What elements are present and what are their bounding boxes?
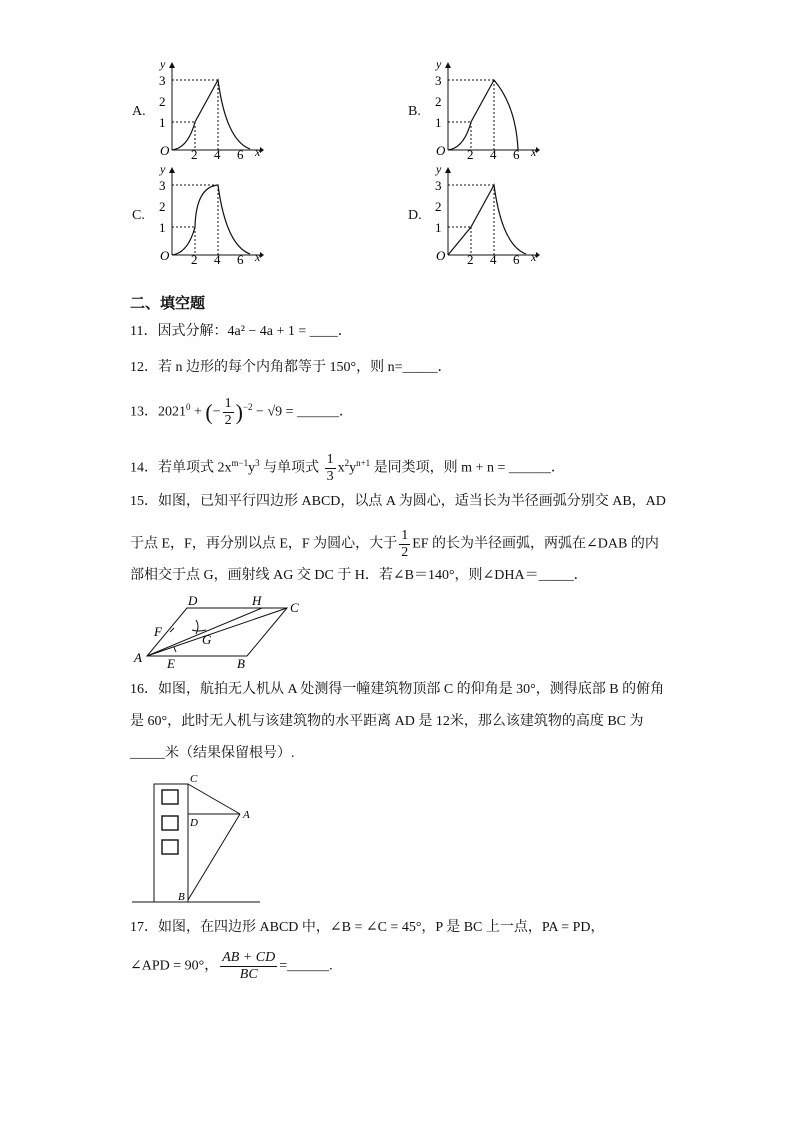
question-12: 12．若 n 边形的每个内角都等于 150°，则 n=_____．: [130, 360, 452, 375]
q14-mid3: x: [337, 460, 345, 476]
point-d-label: D: [188, 593, 198, 608]
point-e-label: E: [167, 656, 175, 671]
q14-mid4: y: [349, 460, 357, 476]
ytick: 1: [435, 115, 442, 130]
ytick: 1: [435, 220, 442, 235]
graph-option-d: [428, 165, 540, 265]
q17-frac-num: AB + CD: [222, 950, 276, 965]
function-curve: [448, 80, 518, 150]
point-h-label: H: [252, 593, 262, 608]
point-a-label: A: [243, 809, 250, 821]
question-11: 11．因式分解：4a² − 4a + 1 = ____．: [130, 324, 352, 339]
y-label: y: [160, 165, 166, 176]
xtick: 6: [237, 147, 244, 160]
point-g-label: G: [202, 632, 212, 647]
graph-option-a: [152, 60, 264, 160]
question-16-line-3: _____米（结果保留根号）.: [130, 746, 295, 761]
x-label: x: [255, 145, 261, 159]
q17-frac-den: BC: [239, 967, 258, 982]
xtick: 2: [467, 147, 474, 160]
figure-15-parallelogram: [132, 592, 312, 672]
question-13: 13．$2021^0$ + (− $\frac{1}{2}$ )$^{-2}$ − √9 = ______．: [130, 396, 354, 428]
ytick: 3: [159, 178, 166, 193]
q14-mid1: y: [248, 460, 256, 476]
xtick: 2: [191, 252, 198, 265]
figure-16-building: [132, 772, 262, 906]
origin-label: O: [436, 248, 446, 263]
x-label: x: [255, 250, 261, 264]
q14-frac-num: 1: [326, 452, 334, 467]
option-a-label: A.: [132, 104, 146, 119]
x-label: x: [531, 250, 537, 264]
function-curve: [448, 185, 526, 255]
q14-frac-den: 3: [326, 469, 334, 484]
q13-prefix: 13．2021: [130, 404, 186, 420]
q13-frac-den: 2: [224, 413, 232, 428]
q14-suffix: 是同类项，则 m + n = ______．: [370, 460, 565, 476]
origin-label: O: [160, 248, 170, 263]
option-c-label: C.: [132, 208, 145, 223]
xtick: 2: [467, 252, 474, 265]
ytick: 2: [159, 199, 166, 214]
point-b-label: B: [237, 656, 245, 671]
q17-line2b: =______.: [279, 958, 333, 974]
point-a-label: A: [134, 650, 142, 665]
question-17-line-1: 17．如图，在四边形 ABCD 中，∠B = ∠C = 45°，P 是 BC 上一点，PA = PD，: [130, 920, 605, 935]
xtick: 4: [490, 252, 497, 265]
ytick: 2: [159, 94, 166, 109]
xtick: 4: [214, 147, 221, 160]
ytick: 1: [159, 115, 166, 130]
ytick: 3: [435, 178, 442, 193]
point-b-label: B: [178, 891, 185, 903]
origin-label: O: [436, 143, 446, 158]
question-16-line-1: 16．如图，航拍无人机从 A 处测得一幢建筑物顶部 C 的仰角是 30°，测得底部 B 的俯角: [130, 682, 665, 697]
question-16-line-2: 是 60°，此时无人机与该建筑物的水平距离 AD 是 12米，那么该建筑物的高度 BC 为: [130, 714, 644, 729]
q14-sup-m: m−1: [231, 458, 249, 469]
ytick: 3: [159, 73, 166, 88]
q15-frac-den: 2: [401, 545, 409, 560]
ytick: 1: [159, 220, 166, 235]
xtick: 2: [191, 147, 198, 160]
point-d-label: D: [190, 817, 198, 829]
ytick: 3: [435, 73, 442, 88]
q15-line2a: 于点 E，F，再分别以点 E，F 为圆心，大于: [130, 536, 398, 552]
q13-frac-num: 1: [224, 396, 232, 411]
y-label: y: [160, 60, 166, 71]
q14-sup2: 2: [344, 458, 350, 469]
y-label: y: [436, 165, 442, 176]
xtick: 6: [513, 252, 520, 265]
xtick: 4: [490, 147, 497, 160]
x-label: x: [531, 145, 537, 159]
option-b-label: B.: [408, 104, 421, 119]
question-15-line-1: 15．如图，已知平行四边形 ABCD，以点 A 为圆心，适当长为半径画弧分别交 AB，AD: [130, 494, 666, 509]
graph-option-c: [152, 165, 264, 265]
question-15-line-2: [130, 528, 659, 561]
graph-option-b: [428, 60, 540, 160]
ytick: 2: [435, 199, 442, 214]
option-d-label: D.: [408, 208, 422, 223]
point-f-label: F: [154, 624, 162, 639]
function-curve: [172, 80, 250, 150]
q15-line2b: EF 的长为半径画弧，两弧在∠DAB 的内: [412, 536, 659, 552]
q14-prefix: 14．若单项式 2x: [130, 460, 232, 476]
question-14: [130, 452, 565, 485]
origin-label: O: [160, 143, 170, 158]
xtick: 6: [513, 147, 520, 160]
q14-mid2: 与单项式: [259, 460, 323, 476]
question-17-line-2: [130, 950, 333, 983]
point-c-label: C: [290, 600, 299, 615]
q13-sup-exp: −2: [242, 402, 253, 413]
q15-frac-num: 1: [401, 528, 409, 543]
q13-plus: +: [190, 404, 206, 420]
point-c-label: C: [190, 773, 198, 785]
xtick: 6: [237, 252, 244, 265]
xtick: 4: [214, 252, 221, 265]
y-label: y: [436, 60, 442, 71]
section-title: 二、填空题: [130, 295, 206, 312]
question-15-line-3: 部相交于点 G，画射线 AG 交 DC 于 H．若∠B＝140°，则∠DHA＝_____．: [130, 568, 588, 583]
q14-sup-n: n+1: [356, 458, 371, 469]
q13-rest: − √9 = ______．: [252, 404, 354, 420]
q13-sup0: 0: [186, 402, 191, 413]
function-curve: [172, 185, 250, 255]
ytick: 2: [435, 94, 442, 109]
q14-sup3: 3: [255, 458, 260, 469]
q17-line2a: ∠APD = 90°，: [130, 958, 219, 974]
